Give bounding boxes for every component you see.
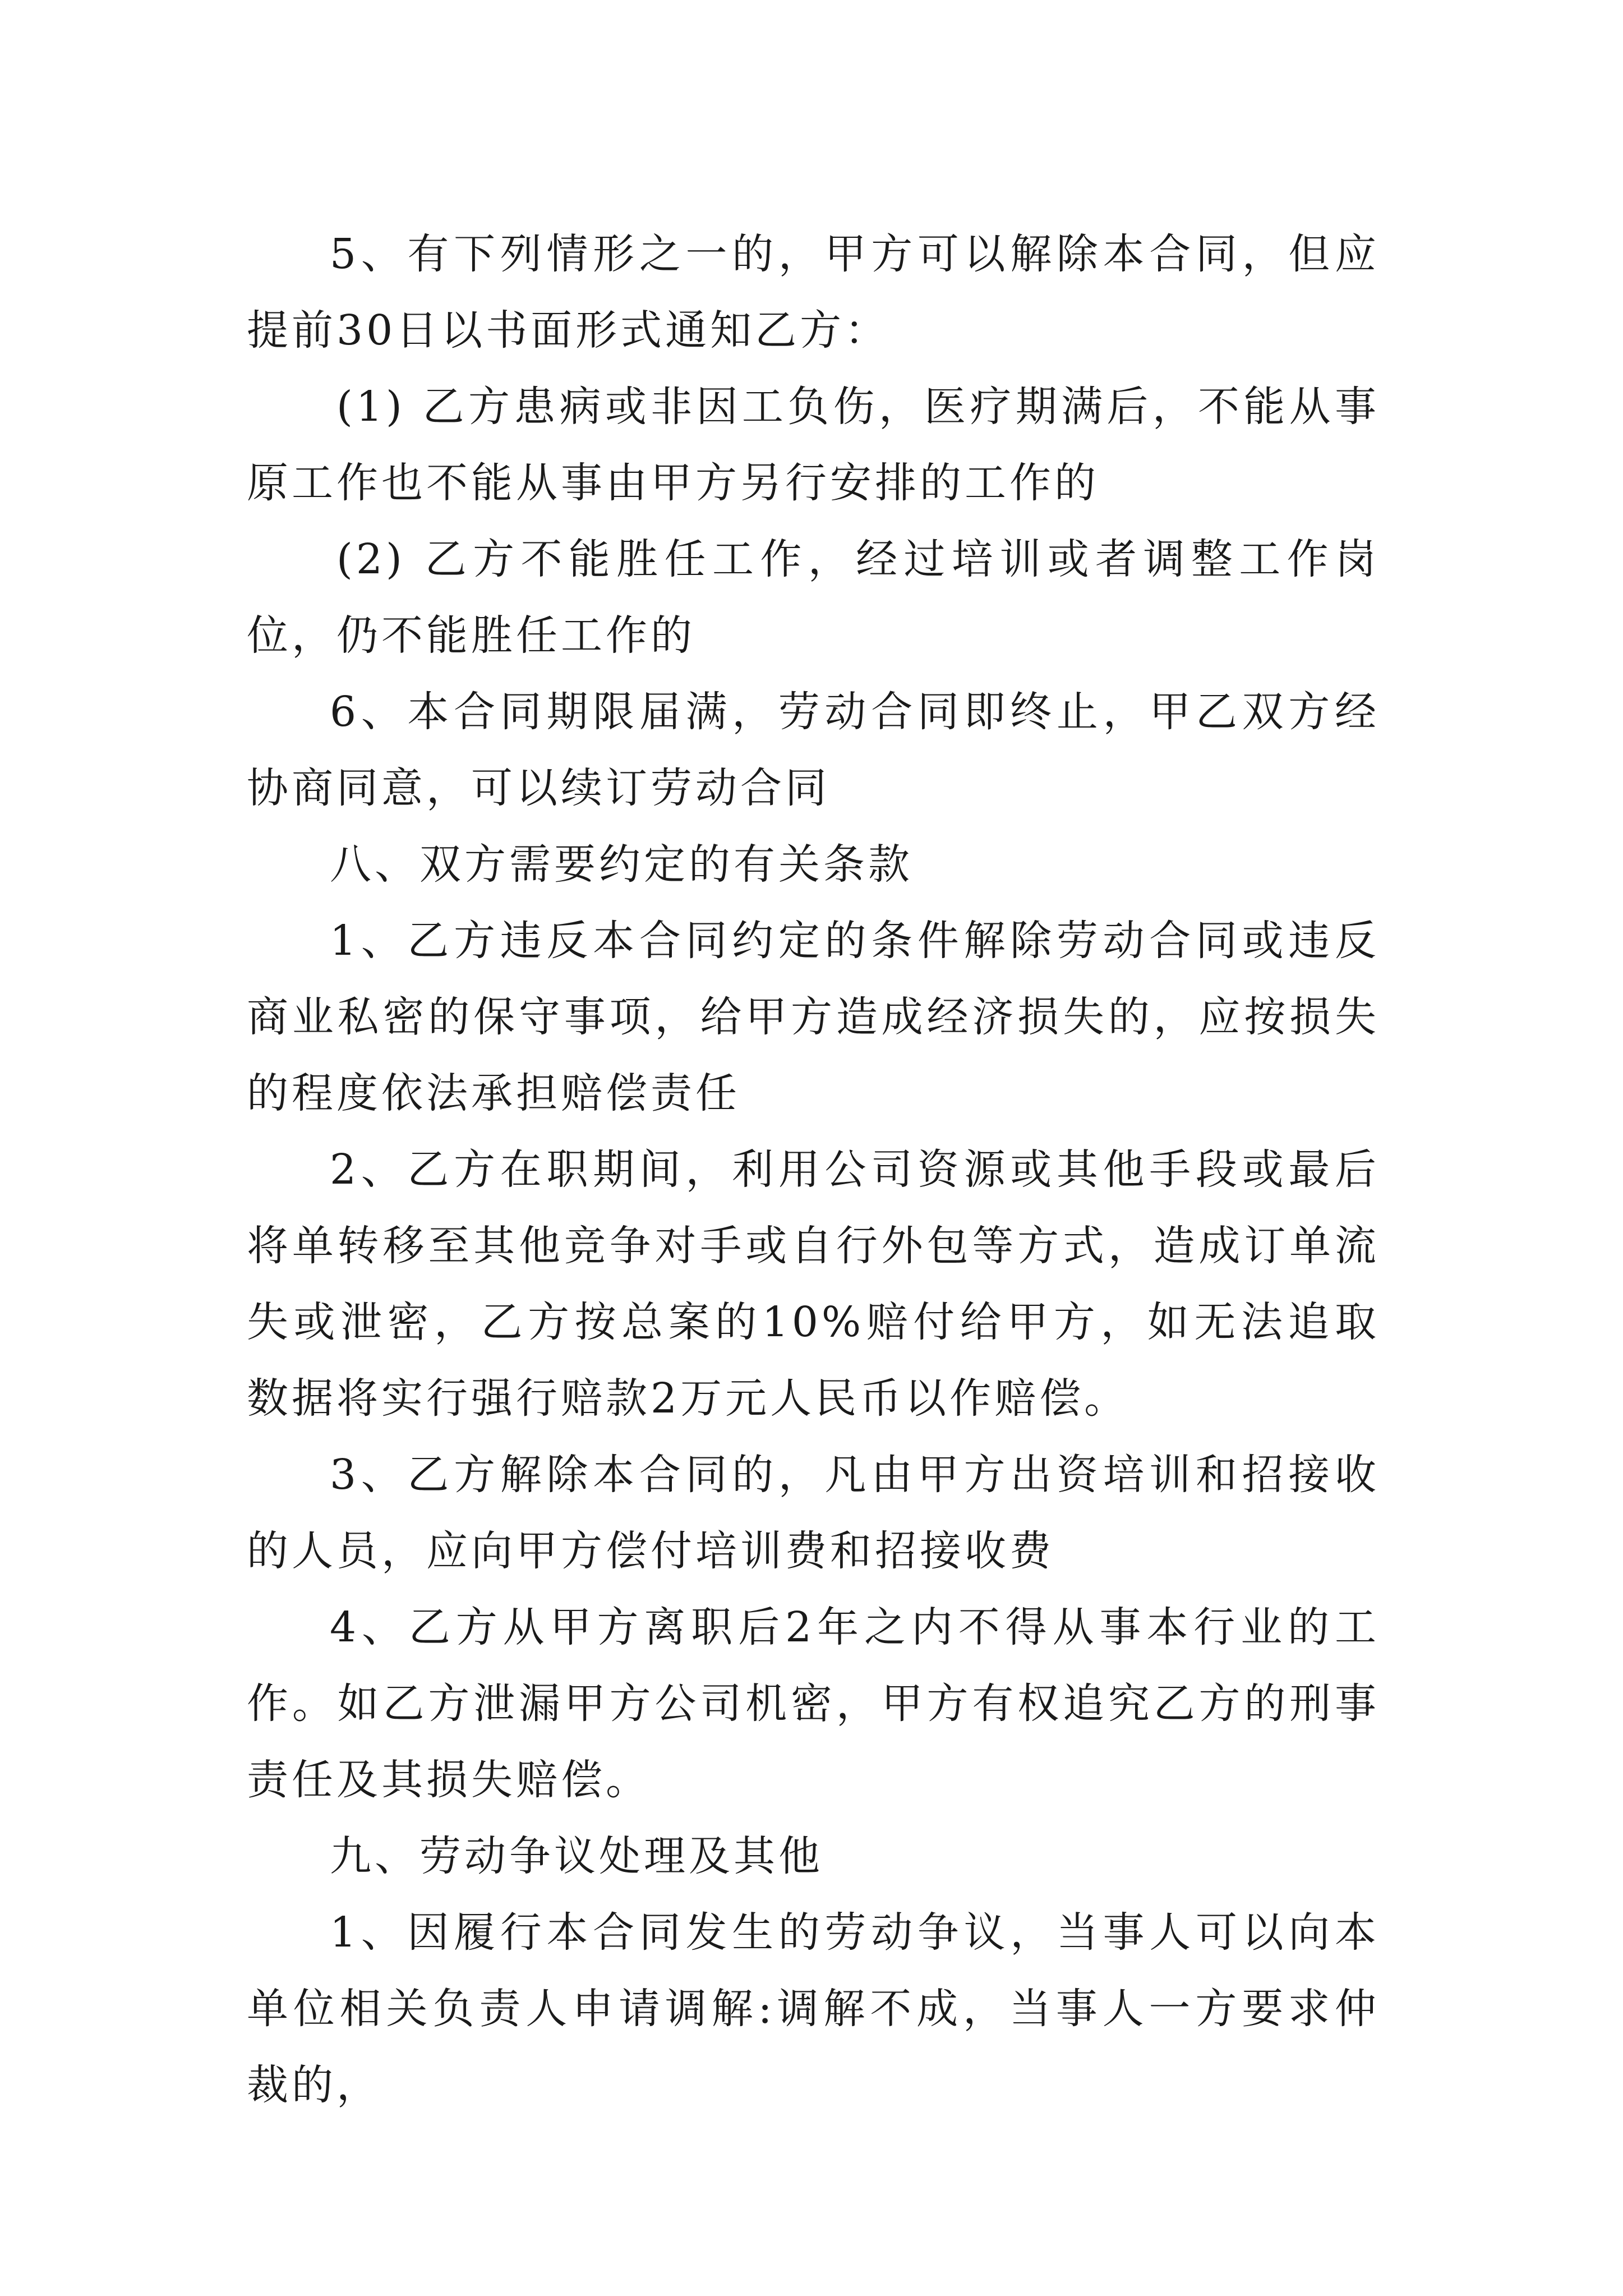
document-body <box>247 216 1380 2123</box>
paragraph-clause-8-2: 2、乙方在职期间，利用公司资源或其他手段或最后将单转移至其他竞争对手或自行外包等方式，造成订单流失或泄密，乙方按总案的10%赔付给甲方，如无法追取数据将实行强行赔款2万元人民币以作赔偿。 <box>247 1145 1380 1423</box>
paragraph-clause-7-6: 6、本合同期限届满，劳动合同即终止，甲乙双方经协商同意，可以续订劳动合同 <box>247 688 1380 812</box>
paragraph-clause-7-5: 5、有下列情形之一的，甲方可以解除本合同，但应提前30日以书面形式通知乙方： <box>247 230 1380 355</box>
paragraph-clause-8-4: 4、乙方从甲方离职后2年之内不得从事本行业的工作。如乙方泄漏甲方公司机密，甲方有权追究乙方的刑事责任及其损失赔偿。 <box>247 1603 1380 1804</box>
section-heading-9: 九、劳动争议处理及其他 <box>330 1832 823 1880</box>
paragraph-clause-8-3: 3、乙方解除本合同的，凡由甲方出资培训和招接收的人员，应向甲方偿付培训费和招接收费 <box>247 1451 1380 1575</box>
paragraph-clause-7-5-item-2: (2) 乙方不能胜任工作，经过培训或者调整工作岗位，仍不能胜任工作的 <box>247 535 1380 660</box>
paragraph-clause-7-5-item-1: (1) 乙方患病或非因工负伤，医疗期满后，不能从事原工作也不能从事由甲方另行安排的工作的 <box>247 383 1380 507</box>
paragraph-clause-8-1: 1、乙方违反本合同约定的条件解除劳动合同或违反商业私密的保守事项，给甲方造成经济损失的，应按损失的程度依法承担赔偿责任 <box>247 917 1380 1117</box>
section-heading-8: 八、双方需要约定的有关条款 <box>330 840 913 889</box>
paragraph-clause-9-1: 1、因履行本合同发生的劳动争议，当事人可以向本单位相关负责人申请调解:调解不成，当事人一方要求仲裁的， <box>247 1908 1380 2109</box>
